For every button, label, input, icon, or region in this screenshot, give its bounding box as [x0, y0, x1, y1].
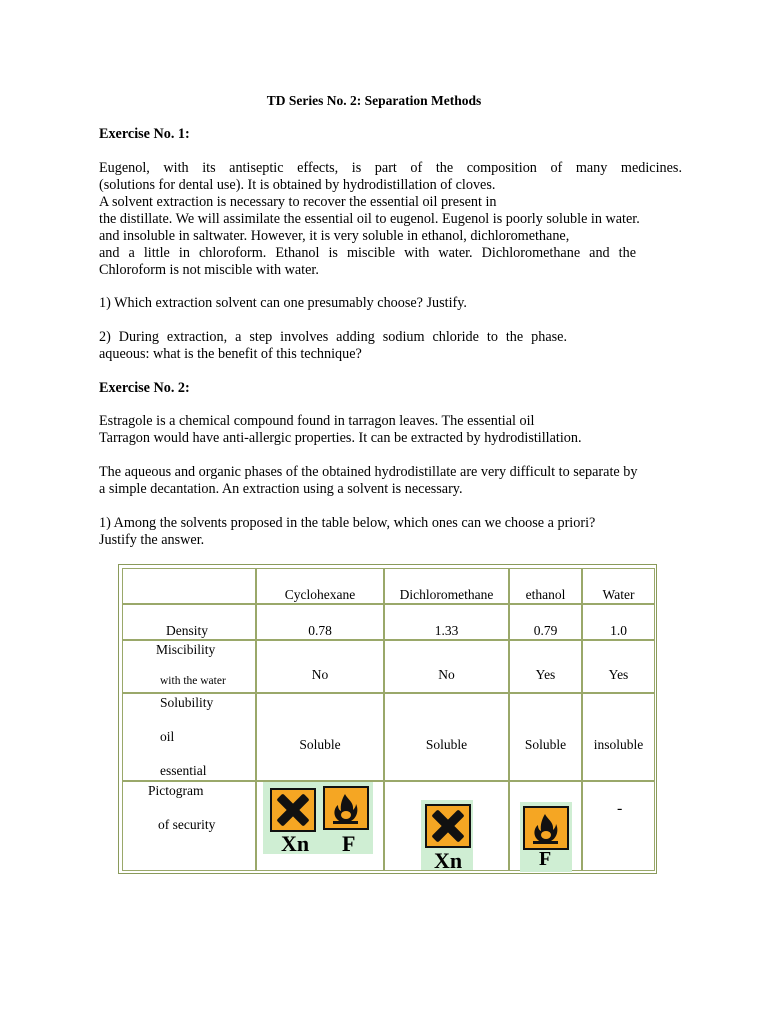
ex1-question-1: 1) Which extraction solvent can one presumably choose? Justify.: [99, 295, 467, 311]
table-cell: [582, 640, 655, 693]
pictogram-code: F: [342, 831, 356, 856]
ex1-line-7: Chloroform is not miscible with water.: [99, 262, 319, 278]
table-cell: [509, 604, 582, 640]
row-label-text: Solubility: [160, 695, 214, 710]
column-header-ethanol: [509, 568, 582, 604]
row-label-pictogram: [122, 781, 256, 871]
ex1-line-2: (solutions for dental use). It is obtained by hydrodistillation of cloves.: [99, 177, 496, 193]
table-cell: [384, 640, 509, 693]
table-cell: [256, 604, 384, 640]
column-header-dichloromethane: [384, 568, 509, 604]
cell-value: -: [617, 800, 623, 817]
cell-value: Yes: [608, 667, 629, 682]
table-cell-pictograms-dichloromethane: [384, 781, 509, 871]
exercise-1-heading: Exercise No. 1:: [99, 126, 190, 142]
row-label-miscibility: [122, 640, 256, 693]
row-label-density: [122, 604, 256, 640]
ex1-line-4: the distillate. We will assimilate the essential oil to eugenol. Eugenol is poorly soluble in water.: [99, 211, 640, 227]
table-cell-pictograms-water: [582, 781, 655, 871]
ex2-para-2-line-1: The aqueous and organic phases of the obtained hydrodistillate are very difficult to separate by: [99, 464, 638, 480]
cell-value: No: [311, 667, 329, 682]
ex2-para-1-line-2: Tarragon would have anti-allergic properties. It can be extracted by hydrodistillation.: [99, 430, 582, 446]
table-cell: [509, 640, 582, 693]
pictogram-code: Xn: [281, 831, 310, 856]
harmful-x-icon: [425, 804, 471, 848]
row-label-text: of security: [158, 817, 216, 832]
flame-icon: [523, 806, 569, 850]
cell-value: Soluble: [425, 737, 468, 752]
row-label-solubility: [122, 693, 256, 781]
table-cell-pictograms-cyclohexane: [256, 781, 384, 871]
column-header-label: Dichloromethane: [399, 587, 494, 602]
ex1-question-2-line-2: aqueous: what is the benefit of this technique?: [99, 346, 362, 362]
cell-value: insoluble: [593, 737, 644, 752]
table-cell: [256, 693, 384, 781]
ex1-line-6: and a little in chloroform. Ethanol is miscible with water. Dichloromethane and the: [99, 245, 636, 261]
cell-value: No: [438, 667, 455, 682]
table-cell: [509, 693, 582, 781]
ex2-para-1-line-1: Estragole is a chemical compound found in tarragon leaves. The essential oil: [99, 413, 535, 429]
ex2-question-1-line-1: 1) Among the solvents proposed in the table below, which ones can we choose a priori?: [99, 515, 596, 531]
row-label-text: Miscibility: [156, 642, 216, 657]
row-label-text: oil: [160, 729, 175, 744]
column-header-label: Water: [602, 587, 635, 602]
column-header-water: [582, 568, 655, 604]
row-label-text: with the water: [160, 675, 226, 687]
ex2-para-2-line-2: a simple decantation. An extraction using a solvent is necessary.: [99, 481, 463, 497]
cell-value: 1.0: [610, 623, 627, 638]
cell-value: Soluble: [524, 737, 567, 752]
harmful-x-icon: [270, 788, 316, 832]
pictogram-code: F: [539, 848, 552, 870]
flame-icon: [323, 786, 369, 830]
row-label-text: essential: [160, 763, 207, 778]
table-header-empty: [122, 568, 256, 604]
table-cell: [256, 640, 384, 693]
table-cell-pictograms-ethanol: [509, 781, 582, 871]
row-label-text: Density: [166, 623, 208, 638]
cell-value: 0.79: [533, 623, 558, 638]
table-cell: [384, 693, 509, 781]
ex1-line-1: Eugenol, with its antiseptic effects, is part of the composition of many medicines.: [99, 160, 682, 176]
column-header-cyclohexane: [256, 568, 384, 604]
table-cell: [582, 693, 655, 781]
table-cell: [582, 604, 655, 640]
cell-value: Yes: [535, 667, 556, 682]
solvent-table: [118, 564, 657, 874]
exercise-2-heading: Exercise No. 2:: [99, 380, 190, 396]
ex1-question-2-line-1: 2) During extraction, a step involves adding sodium chloride to the phase.: [99, 329, 567, 345]
ex1-line-5: and insoluble in saltwater. However, it is very soluble in ethanol, dichloromethane,: [99, 228, 570, 244]
table-cell: [384, 604, 509, 640]
column-header-label: Cyclohexane: [284, 587, 356, 602]
row-label-text: Pictogram: [148, 783, 204, 798]
ex1-line-3: A solvent extraction is necessary to recover the essential oil present in: [99, 194, 497, 210]
cell-value: 1.33: [434, 623, 459, 638]
pictogram-code: Xn: [434, 848, 463, 873]
ex2-question-1-line-2: Justify the answer.: [99, 532, 205, 548]
page-title: TD Series No. 2: Separation Methods: [266, 93, 482, 108]
cell-value: 0.78: [308, 623, 332, 638]
cell-value: Soluble: [299, 737, 341, 752]
column-header-label: ethanol: [525, 587, 566, 602]
